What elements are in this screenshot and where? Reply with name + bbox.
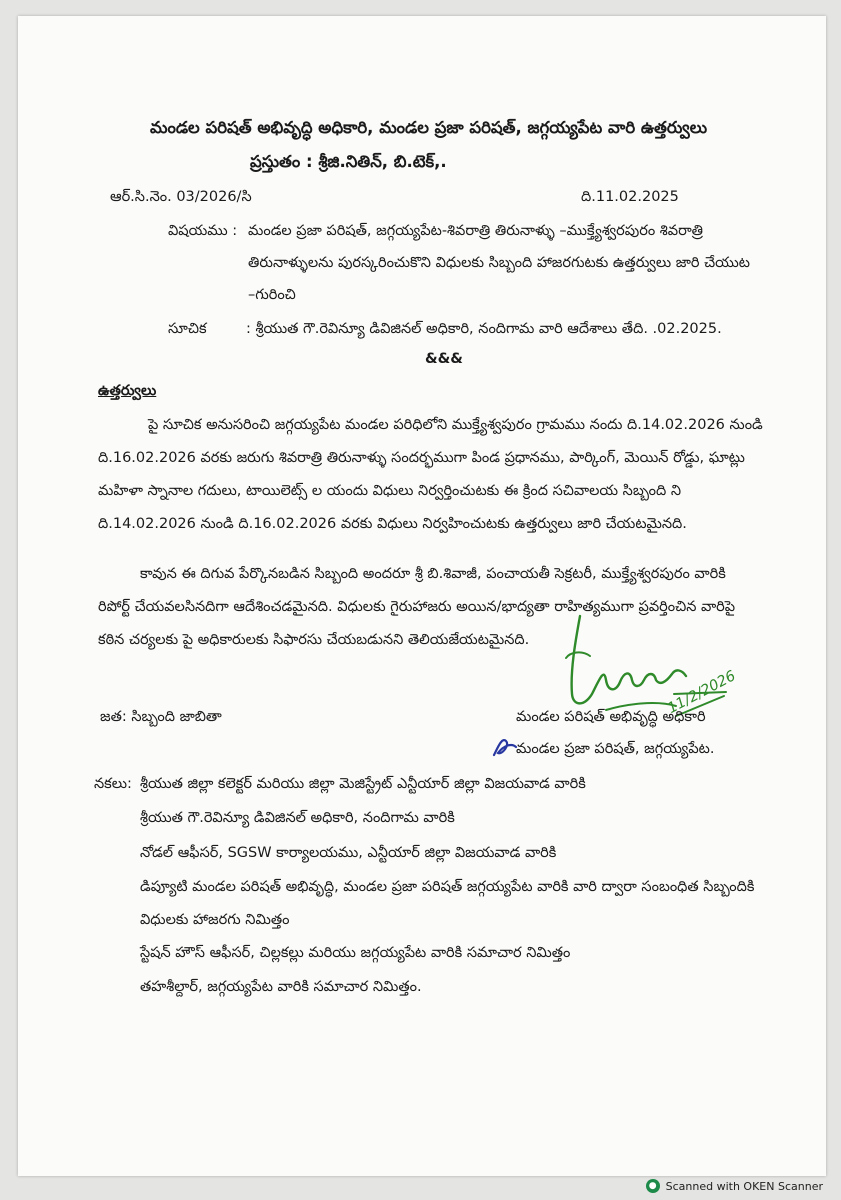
signature-date: 11/2/2026	[665, 668, 739, 718]
signatory-office: మండల ప్రజా పరిషత్, జగ్గయ్యపేట.	[516, 741, 715, 757]
scanner-stamp-text: Scanned with OKEN Scanner	[665, 1179, 823, 1193]
reference-number: ఆర్.సి.నెం. 03/2026/సి	[110, 189, 252, 205]
paragraph-line: కావున ఈ దిగువ పేర్కొనబడిన సిబ్బంది అందరూ శ్రీ బి.శివాజీ, పంచాయతీ సెక్రటరీ, ముక్త్యేశ్వరపురం వారికి	[140, 566, 726, 582]
header-title: మండల పరిషత్ అభివృద్ధి అధికారి, మండల ప్రజా పరిషత్, జగ్గయ్యపేట వారి ఉత్తర్వులు	[150, 118, 708, 137]
paragraph-line: పై సూచిక అనుసరించి జగ్గయ్యపేట మండల పరిధిలోని ముక్త్యేశ్వపురం గ్రామము నందు ది.14.02.2026 నుండి	[148, 417, 763, 433]
copy-recipient: శ్రీయుత గౌ.రెవిన్యూ డివిజినల్ అధికారి, నందిగామ వారికి	[140, 810, 455, 826]
copies-label: నకలు:	[94, 776, 132, 792]
document-page	[18, 16, 826, 1176]
scanner-watermark	[0, 1174, 841, 1200]
signatory-title: మండల పరిషత్ అభివృద్ధి అధికారి	[516, 709, 706, 725]
reference-text: : శ్రీయుత గౌ.రెవిన్యూ డివిజినల్ అధికారి, నందిగామ వారి ఆదేశాలు తేది. .02.2025.	[246, 321, 722, 337]
paragraph-line: మహిళా స్నానాల గదులు, టాయిలెట్స్ ల యందు విధులు నిర్వర్తించుటకు ఈ క్రింద సచివాలయ సిబ్బంది ని	[98, 483, 682, 499]
copy-recipient: తహశీల్దార్, జగ్గయ్యపేట వారికి సమాచార నిమిత్తం.	[140, 979, 422, 995]
enclosure-note: జత: సిబ్బంది జాబితా	[100, 709, 222, 725]
copy-recipient: విధులకు హాజరగు నిమిత్తం	[140, 912, 290, 928]
subject-line: మండల ప్రజా పరిషత్, జగ్గయ్యపేట-శివరాత్రి తిరునాళ్ళు –ముక్త్యేశ్వరపురం శివరాత్రి	[248, 223, 704, 239]
copy-recipient: స్టేషన్ హౌస్ ఆఫీసర్, చిల్లకల్లు మరియు జగ్గయ్యపేట వారికి సమాచార నిమిత్తం	[140, 945, 571, 961]
paragraph-line: ది.16.02.2026 వరకు జరుగు శివరాత్రి తిరునాళ్ళు సందర్భముగా పిండ ప్రధానము, పార్కింగ్, మెయిన్ రోడ్డు, ఘాట్లు	[98, 450, 745, 466]
document-date: ది.11.02.2025	[581, 189, 679, 205]
scanner-logo-icon: ●	[646, 1179, 660, 1193]
reference-label: సూచిక	[168, 321, 207, 337]
subject-line: తిరునాళ్ళులను పురస్కరించుకొని విధులకు సిబ్బంది హాజరగుటకు ఉత్తర్వులు జారి చేయుట	[248, 255, 750, 271]
paragraph-line: ది.14.02.2026 నుండి ది.16.02.2026 వరకు విధులు నిర్వహించుటకు ఉత్తర్వులు జారి చేయటమైనది.	[98, 516, 687, 532]
header-presiding-officer: ప్రస్తుతం : శ్రీజి.నితిన్, బి.టెక్,.	[250, 152, 447, 171]
copy-recipient: శ్రీయుత జిల్లా కలెక్టర్ మరియు జిల్లా మెజిస్ట్రేట్ ఎన్టీయార్ జిల్లా విజయవాడ వారికి	[140, 776, 586, 792]
copy-recipient: నోడల్ ఆఫీసర్, SGSW కార్యాలయము, ఎన్టీయార్ జిల్లా విజయవాడ వారికి	[140, 845, 557, 861]
paragraph-line: రిపోర్ట్ చేయవలసినదిగా ఆదేశించడమైనది. విధులకు గైరుహాజరు అయిన/భాద్యతా రాహిత్యముగా ప్రవర్తించిన వారిపై	[98, 599, 736, 615]
subject-label: విషయము :	[168, 223, 238, 239]
orders-heading: ఉత్తర్వులు	[98, 383, 157, 399]
separator: &&&	[425, 351, 463, 367]
subject-line: –గురించి	[248, 287, 296, 303]
paragraph-line: కఠిన చర్యలకు పై అధికారులకు సిఫారసు చేయబడునని తెలియజేయటమైనది.	[98, 632, 530, 648]
copy-recipient: డిప్యూటి మండల పరిషత్ అభివృద్ధి, మండల ప్రజా పరిషత్ జగ్గయ్యపేట వారికి వారి ద్వారా సంబంధిత సిబ్బందికి	[140, 879, 755, 895]
